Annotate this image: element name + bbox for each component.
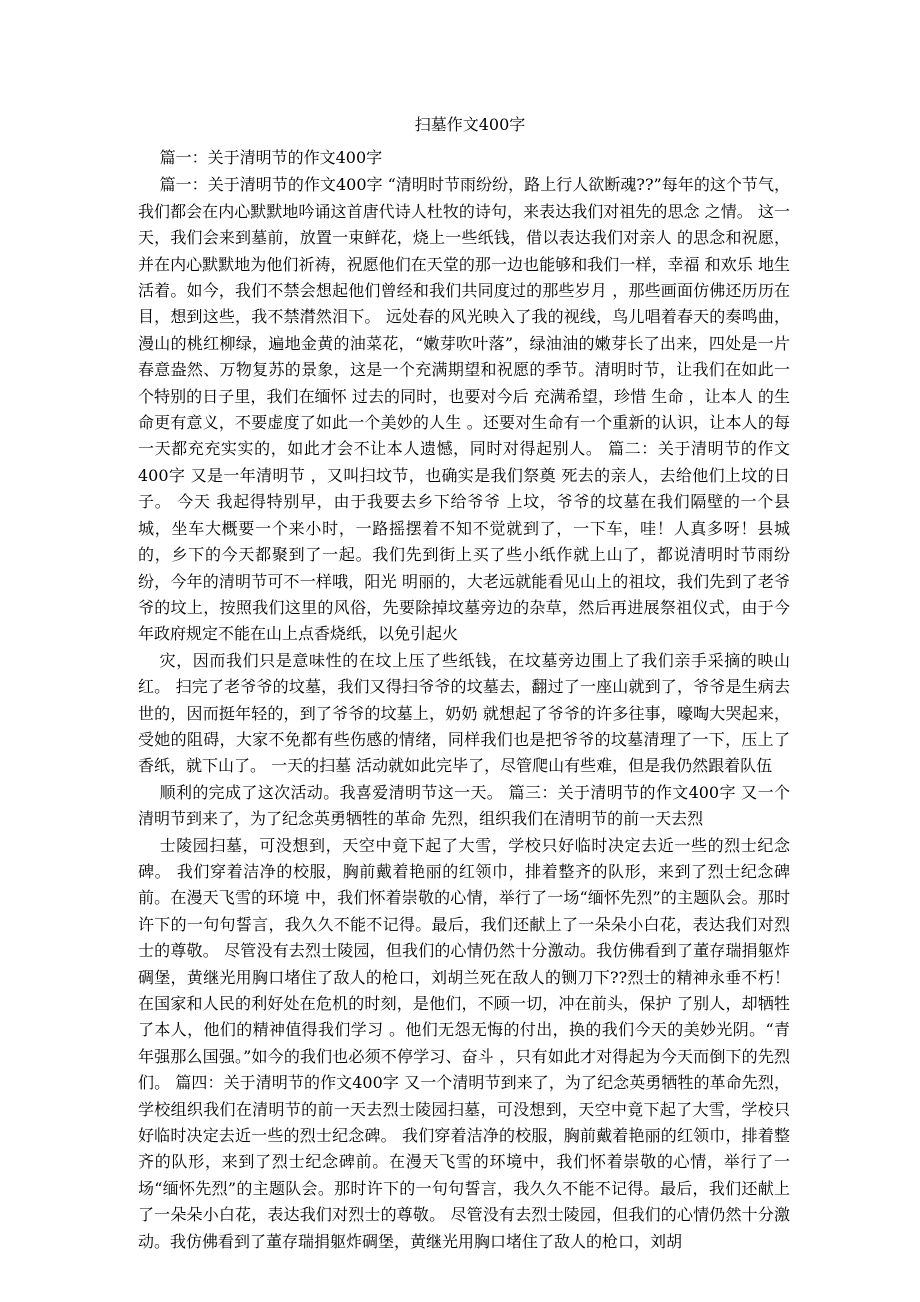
body-paragraph: 灾，因而我们只是意味性的在坟上压了些纸钱，在坟墓旁边围上了我们亲手采摘的映山红。 扫完了老爷爷的坟墓，我们又得扫爷爷的坟墓去，翻过了一座山就到了，爷爷是生病去世的，因而挺年轻的，到了爷爷的坟墓上，奶奶 就想起了爷爷的许多往事，嚎啕大哭起来，受她的阻碍，大家不免都有些伤感的情绪，同样我们也是把爷爷的坟墓清理了一下，压上了香纸，就下山了。 一天的扫墓 活动就如此完毕了，尽管爬山有些难，但是我仍然跟着队伍 bbox=[138, 650, 790, 776]
document-title: 扫墓作文400字 bbox=[414, 115, 526, 134]
document-page bbox=[138, 114, 790, 1255]
body-paragraph: 顺利的完成了这次活动。我喜爱清明节这一天。 篇三：关于清明节的作文400字 又一个清明节到来了，为了纪念英勇牺牲的革命 先烈，组织我们在清明节的前一天去烈 bbox=[138, 782, 790, 829]
body-paragraph: 篇一：关于清明节的作文400字 “清明时节雨纷纷，路上行人欲断魂??”每年的这个节气，我们都会在内心默默地吟诵这首唐代诗人杜牧的诗句，来表达我们对祖先的思念 之情。 这一天，我们会来到墓前，放置一束鲜花，烧上一些纸钱，借以表达我们对亲人 的思念和祝愿，并在内心默默地为他们祈祷，祝愿他们在天堂的那一边也能够和我们一样，幸福 和欢乐 地生活着。如今，我们不禁会想起他们曾经和我们共同度过的那些岁月 ，那些画面仿佛还历历在目，想到这些，我不禁潸然泪下。 远处春的风光映入了我的视线，鸟儿唱着春天的奏鸣曲，漫山的桃红柳绿，遍地金黄的油菜花，“嫩芽吹叶落”，绿油油的嫩芽长了出来，四处是一片春意盎然、万物复苏的景象，这是一个充满期望和祝愿的季节。清明时节，让我们在如此一个特别的日子里，我们在缅怀 过去的同时，也要对今后 充满希望，珍惜 生命 ，让本人 的生命更有意义，不要虚度了如此一个美妙的人生 。还要对生命有一个重新的认识，让本人的每一天都充充实实的，如此才会不让本人遗憾，同时对得起别人。 篇二：关于清明节的作文400字 又是一年清明节 ，又叫扫坟节，也确实是我们祭奠 死去的亲人，去给他们上坟的日子。 今天 我起得特别早，由于我要去乡下给爷爷 上坟，爷爷的坟墓在我们隔壁的一个县城，坐车大概要一个来小时，一路摇摆着不知不觉就到了，一下车，哇！人真多呀！县城的，乡下的今天都聚到了一起。我们先到街上买了些小纸作就上山了，都说清明时节雨纷纷，今年的清明节可不一样哦，阳光 明丽的，大老远就能看见山上的祖坟，我们先到了老爷爷的坟上，按照我们这里的风俗，先要除掉坟墓旁边的杂草，然后再进展祭祖仪式，由于今年政府规定不能在山上点香烧纸，以免引起火 bbox=[138, 175, 790, 644]
body-paragraph: 士陵园扫墓，可没想到，天空中竟下起了大雪，学校只好临时决定去近一些的烈士纪念碑。 我们穿着洁净的校服，胸前戴着艳丽的红领巾，排着整齐的队形，来到了烈士纪念碑前。在漫天飞雪的环境 中，我们怀着崇敬的心情，举行了一场“缅怀先烈”的主题队会。那时许下的一句句誓言，我久久不能不记得。最后，我们还献上了一朵朵小白花，表达我们对烈士的尊敬。 尽管没有去烈士陵园，但我们的心情仍然十分激动。我仿佛看到了董存瑞捐躯炸碉堡，黄继光用胸口堵住了敌人的枪口，刘胡兰死在敌人的铡刀下??烈士的精神永垂不朽！ 在国家和人民的利好处在危机的时刻，是他们，不顾一切，冲在前头，保护 了别人，却牺牲了本人，他们的精神值得我们学习 。他们无怨无悔的付出，换的我们今天的美妙光阴。“青年强那么国强。”如今的我们也必须不停学习、奋斗 ，只有如此才对得起为今天而倒下的先烈们。 篇四：关于清明节的作文400字 又一个清明节到来了，为了纪念英勇牺牲的革命先烈，学校组织我们在清明节的前一天去烈士陵园扫墓，可没想到，天空中竟下起了大雪，学校只好临时决定去近一些的烈士纪念碑。 我们穿着洁净的校服，胸前戴着艳丽的红领巾，排着整齐的队形，来到了烈士纪念碑前。在漫天飞雪的环境中，我们怀着崇敬的心情，举行了一场“缅怀先烈”的主题队会。那时许下的一句句誓言，我久久不能不记得。最后，我们还献上了一朵朵小白花，表达我们对烈士的尊敬。 尽管没有去烈士陵园，但我们的心情仍然十分激动。我仿佛看到了董存瑞捐躯炸碉堡，黄继光用胸口堵住了敌人的枪口，刘胡 bbox=[138, 835, 790, 1251]
section-heading: 篇一：关于清明节的作文400字 bbox=[159, 148, 383, 167]
